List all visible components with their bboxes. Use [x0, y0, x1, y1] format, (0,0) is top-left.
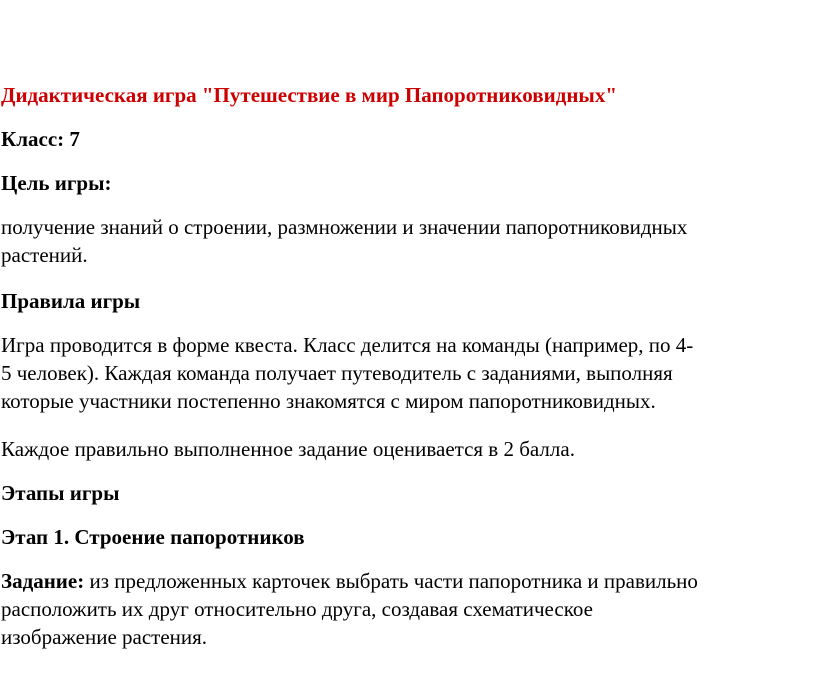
rules-paragraph	[1, 331, 813, 415]
document-title: Дидактическая игра "Путешествие в мир Папоротниковидных"	[1, 83, 617, 107]
scoring-text: Каждое правильно выполненное задание оценивается в 2 балла.	[1, 437, 575, 461]
stage1-task-line: изображение растения.	[1, 625, 208, 649]
stage1-task-line: расположить их друг относительно друга, создавая схематическое	[1, 597, 593, 621]
stage1-heading: Этап 1. Строение папоротников	[1, 525, 305, 549]
rules-text-line: Игра проводится в форме квеста. Класс делится на команды (например, по 4-	[1, 333, 694, 357]
rules-text-line: 5 человек). Каждая команда получает путеводитель с заданиями, выполняя	[1, 361, 673, 385]
goal-text-line: получение знаний о строении, размножении и значении папоротниковидных	[1, 215, 688, 239]
rules-heading: Правила игры	[1, 289, 141, 313]
goal-text-line: растений.	[1, 243, 88, 267]
stage1-task-line	[1, 567, 813, 595]
class-label: Класс: 7	[1, 127, 80, 151]
stage1-task-label: Задание:	[1, 569, 85, 593]
goal-paragraph	[1, 213, 813, 269]
stage1-task-text: из предложенных карточек выбрать части папоротника и правильно	[84, 569, 698, 593]
rules-text-line: которые участники постепенно знакомятся с миром папоротниковидных.	[1, 389, 656, 413]
goal-heading: Цель игры:	[1, 171, 112, 195]
stages-heading: Этапы игры	[1, 481, 120, 505]
stage1-task-paragraph	[1, 567, 813, 651]
